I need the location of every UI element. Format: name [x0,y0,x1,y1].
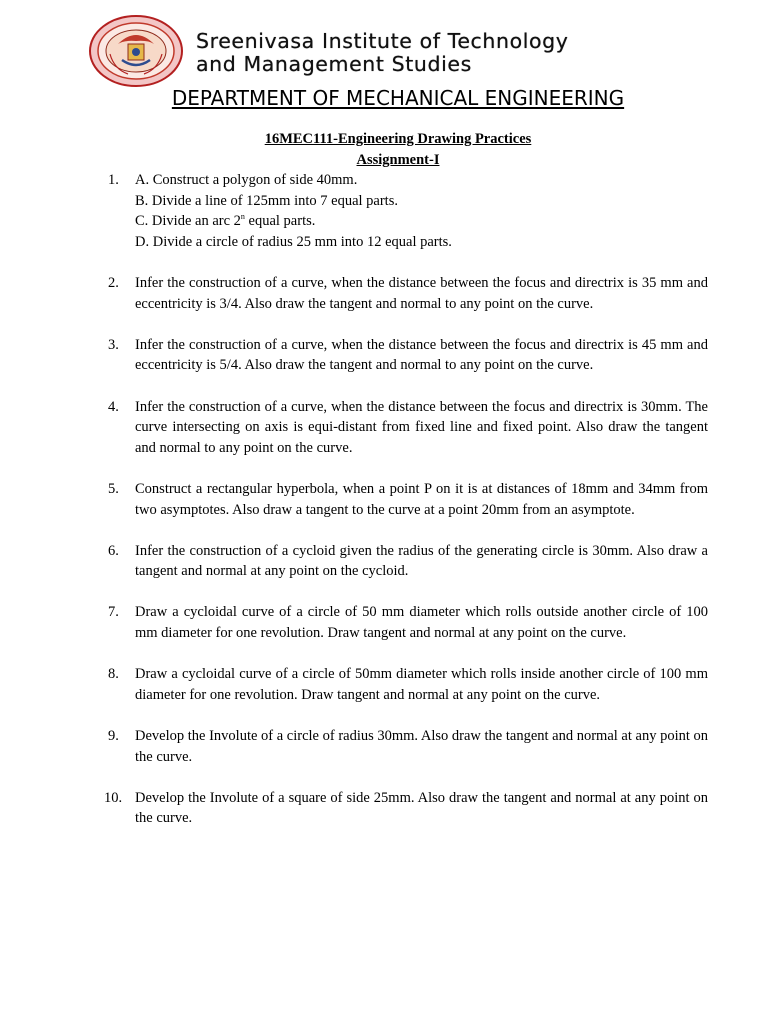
question-number: 5. [108,480,119,497]
institute-seal-logo-icon [88,14,184,88]
question-text: Infer the construction of a curve, when the distance between the focus and directrix is 45 mm and eccentricity is 5/4. Also draw the tangent and normal to any point on the curve. [135,336,708,374]
institute-header [88,14,748,90]
question-part: D. Divide a circle of radius 25 mm into 12 equal parts. [135,233,452,250]
question-text: Construct a rectangular hyperbola, when a point P on it is at distances of 18mm and 34mm from two asymptotes. Also draw a tangent to the curve at a point 20mm from an asymptote. [135,480,708,518]
question-item [108,335,708,376]
question-item [108,726,708,767]
question-text: Infer the construction of a cycloid given the radius of the generating circle is 30mm. Also draw a tangent and normal at any point on the cycloid. [135,542,708,580]
question-number: 7. [108,604,119,621]
question-item [108,479,708,520]
question-part [135,211,708,232]
question-number: 8. [108,666,119,683]
question-number: 9. [108,728,119,745]
institute-name-line2: and Management Studies [196,52,472,76]
question-item [108,541,708,582]
question-part-text: C. Divide an arc 2 [135,213,241,230]
question-item [108,170,708,252]
question-parts [135,170,708,252]
question-item [108,602,708,643]
question-text: Develop the Involute of a square of side 25mm. Also draw the tangent and normal at any point on the curve. [135,789,708,827]
question-number: 4. [108,398,119,415]
assignment-title: Assignment-I [356,152,440,168]
question-number: 10. [104,789,123,806]
question-text: Develop the Involute of a circle of radius 30mm. Also draw the tangent and normal at any point on the curve. [135,728,708,765]
question-item [108,273,708,314]
question-part: A. Construct a polygon of side 40mm. [135,172,358,188]
question-text: Infer the construction of a curve, when the distance between the focus and directrix is 30mm. The curve intersecting on axis is equi-distant from fixed line and fixed point. Also draw the tangent and normal to any point on the curve. [135,398,708,456]
question-text: Draw a cycloidal curve of a circle of 50 mm diameter which rolls outside another circle of 100 mm diameter for one revolution. Draw tangent and normal at any point on the curve. [135,604,708,642]
institute-name-line1: Sreenivasa Institute of Technology [196,29,569,53]
course-title: 16MEC111-Engineering Drawing Practices [264,131,532,147]
question-text: Draw a cycloidal curve of a circle of 50mm diameter which rolls inside another circle of 100 mm diameter for one revolution. Draw tangent and normal at any point on the curve. [135,666,708,703]
superscript-n: n [240,212,245,222]
question-number: 3. [108,336,119,353]
question-number: 2. [108,274,119,291]
question-part: B. Divide a line of 125mm into 7 equal parts. [135,192,398,209]
institute-name [196,30,569,76]
question-list [104,170,708,850]
question-number: 1. [108,172,119,188]
question-item [104,788,708,829]
question-number: 6. [108,542,119,559]
question-part-text: equal parts. [244,213,316,230]
question-text: Infer the construction of a curve, when the distance between the focus and directrix is 35 mm and eccentricity is 3/4. Also draw the tangent and normal to any point on the curve. [135,274,708,312]
question-item [108,664,708,705]
question-item [108,397,708,459]
department-title: DEPARTMENT OF MECHANICAL ENGINEERING [171,86,625,110]
